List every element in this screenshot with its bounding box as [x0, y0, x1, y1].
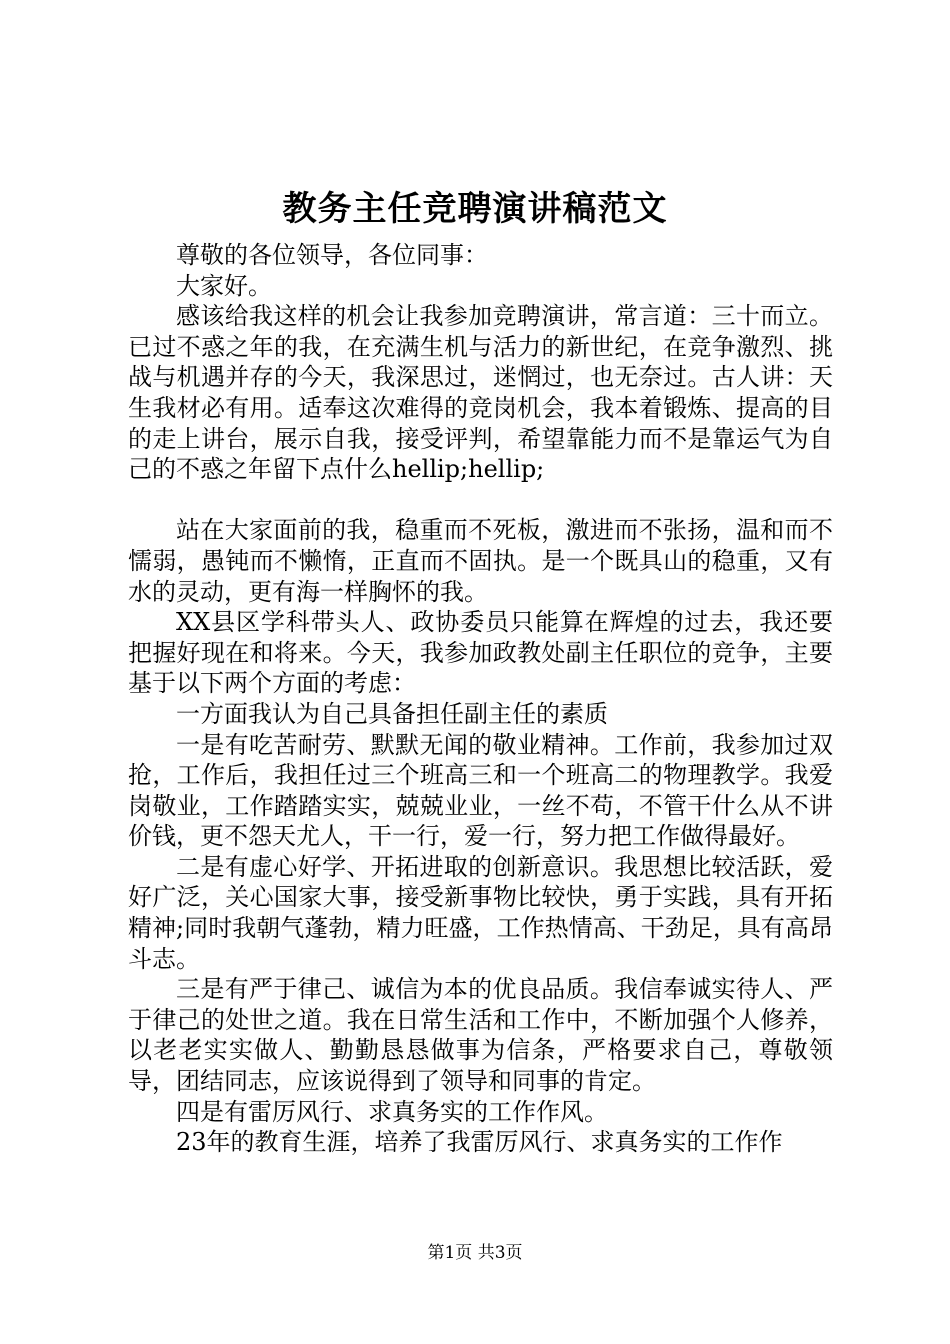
paragraph-career: 23年的教育生涯，培养了我雷厉风行、求真务实的工作作: [176, 1128, 783, 1157]
document-body: [128, 240, 833, 1158]
paragraph-point-three: 三是有严于律己、诚信为本的优良品质。我信奉诚实待人、严于律己的处世之道。我在日常生活和工作中，不断加强个人修养，以老老实实做人、勤勤恳恳做事为信条，严格要求自己，尊敬领导，团结同志，应该说得到了领导和同事的肯定。: [128, 975, 833, 1096]
paragraph-qualification-heading: 一方面我认为自己具备担任副主任的素质: [176, 699, 608, 728]
document-title: 教务主任竞聘演讲稿范文: [282, 189, 668, 229]
paragraph-opening: 感该给我这样的机会让我参加竞聘演讲，常言道：三十而立。已过不惑之年的我，在充满生机与活力的新世纪，在竞争激烈、挑战与机遇并存的今天，我深思过，迷惘过，也无奈过。古人讲：天生我材必有用。适奉这次难得的竞岗机会，我本着锻炼、提高的目的走上讲台，展示自我，接受评判，希望靠能力而不是靠运气为自己的不惑之年留下点什么hellip;hellip;: [128, 302, 833, 484]
paragraph-point-two: 二是有虚心好学、开拓进取的创新意识。我思想比较活跃，爱好广泛，关心国家大事，接受新事物比较快，勇于实践，具有开拓精神;同时我朝气蓬勃，精力旺盛，工作热情高、干劲足，具有高昂斗志。: [128, 852, 833, 973]
paragraph-motivation: XX县区学科带头人、政协委员只能算在辉煌的过去，我还要把握好现在和将来。今天，我参加政教处副主任职位的竞争，主要基于以下两个方面的考虑：: [128, 608, 833, 698]
page-footer: 第1页 共3页: [427, 1243, 523, 1263]
paragraph-point-four: 四是有雷厉风行、求真务实的工作作风。: [176, 1097, 608, 1126]
paragraph-self-description: 站在大家面前的我，稳重而不死板，激进而不张扬，温和而不懦弱，愚钝而不懒惰，正直而不固执。是一个既具山的稳重，又有水的灵动，更有海一样胸怀的我。: [128, 516, 833, 606]
paragraph-salutation: 尊敬的各位领导，各位同事：: [176, 241, 488, 269]
paragraph-point-one: 一是有吃苦耐劳、默默无闻的敬业精神。工作前，我参加过双抢，工作后，我担任过三个班高三和一个班高二的物理教学。我爱岗敬业，工作踏踏实实，兢兢业业，一丝不苟，不管干什么从不讲价钱，更不怨天尤人，干一行，爱一行，努力把工作做得最好。: [128, 730, 833, 851]
paragraph-greeting: 大家好。: [176, 271, 272, 300]
